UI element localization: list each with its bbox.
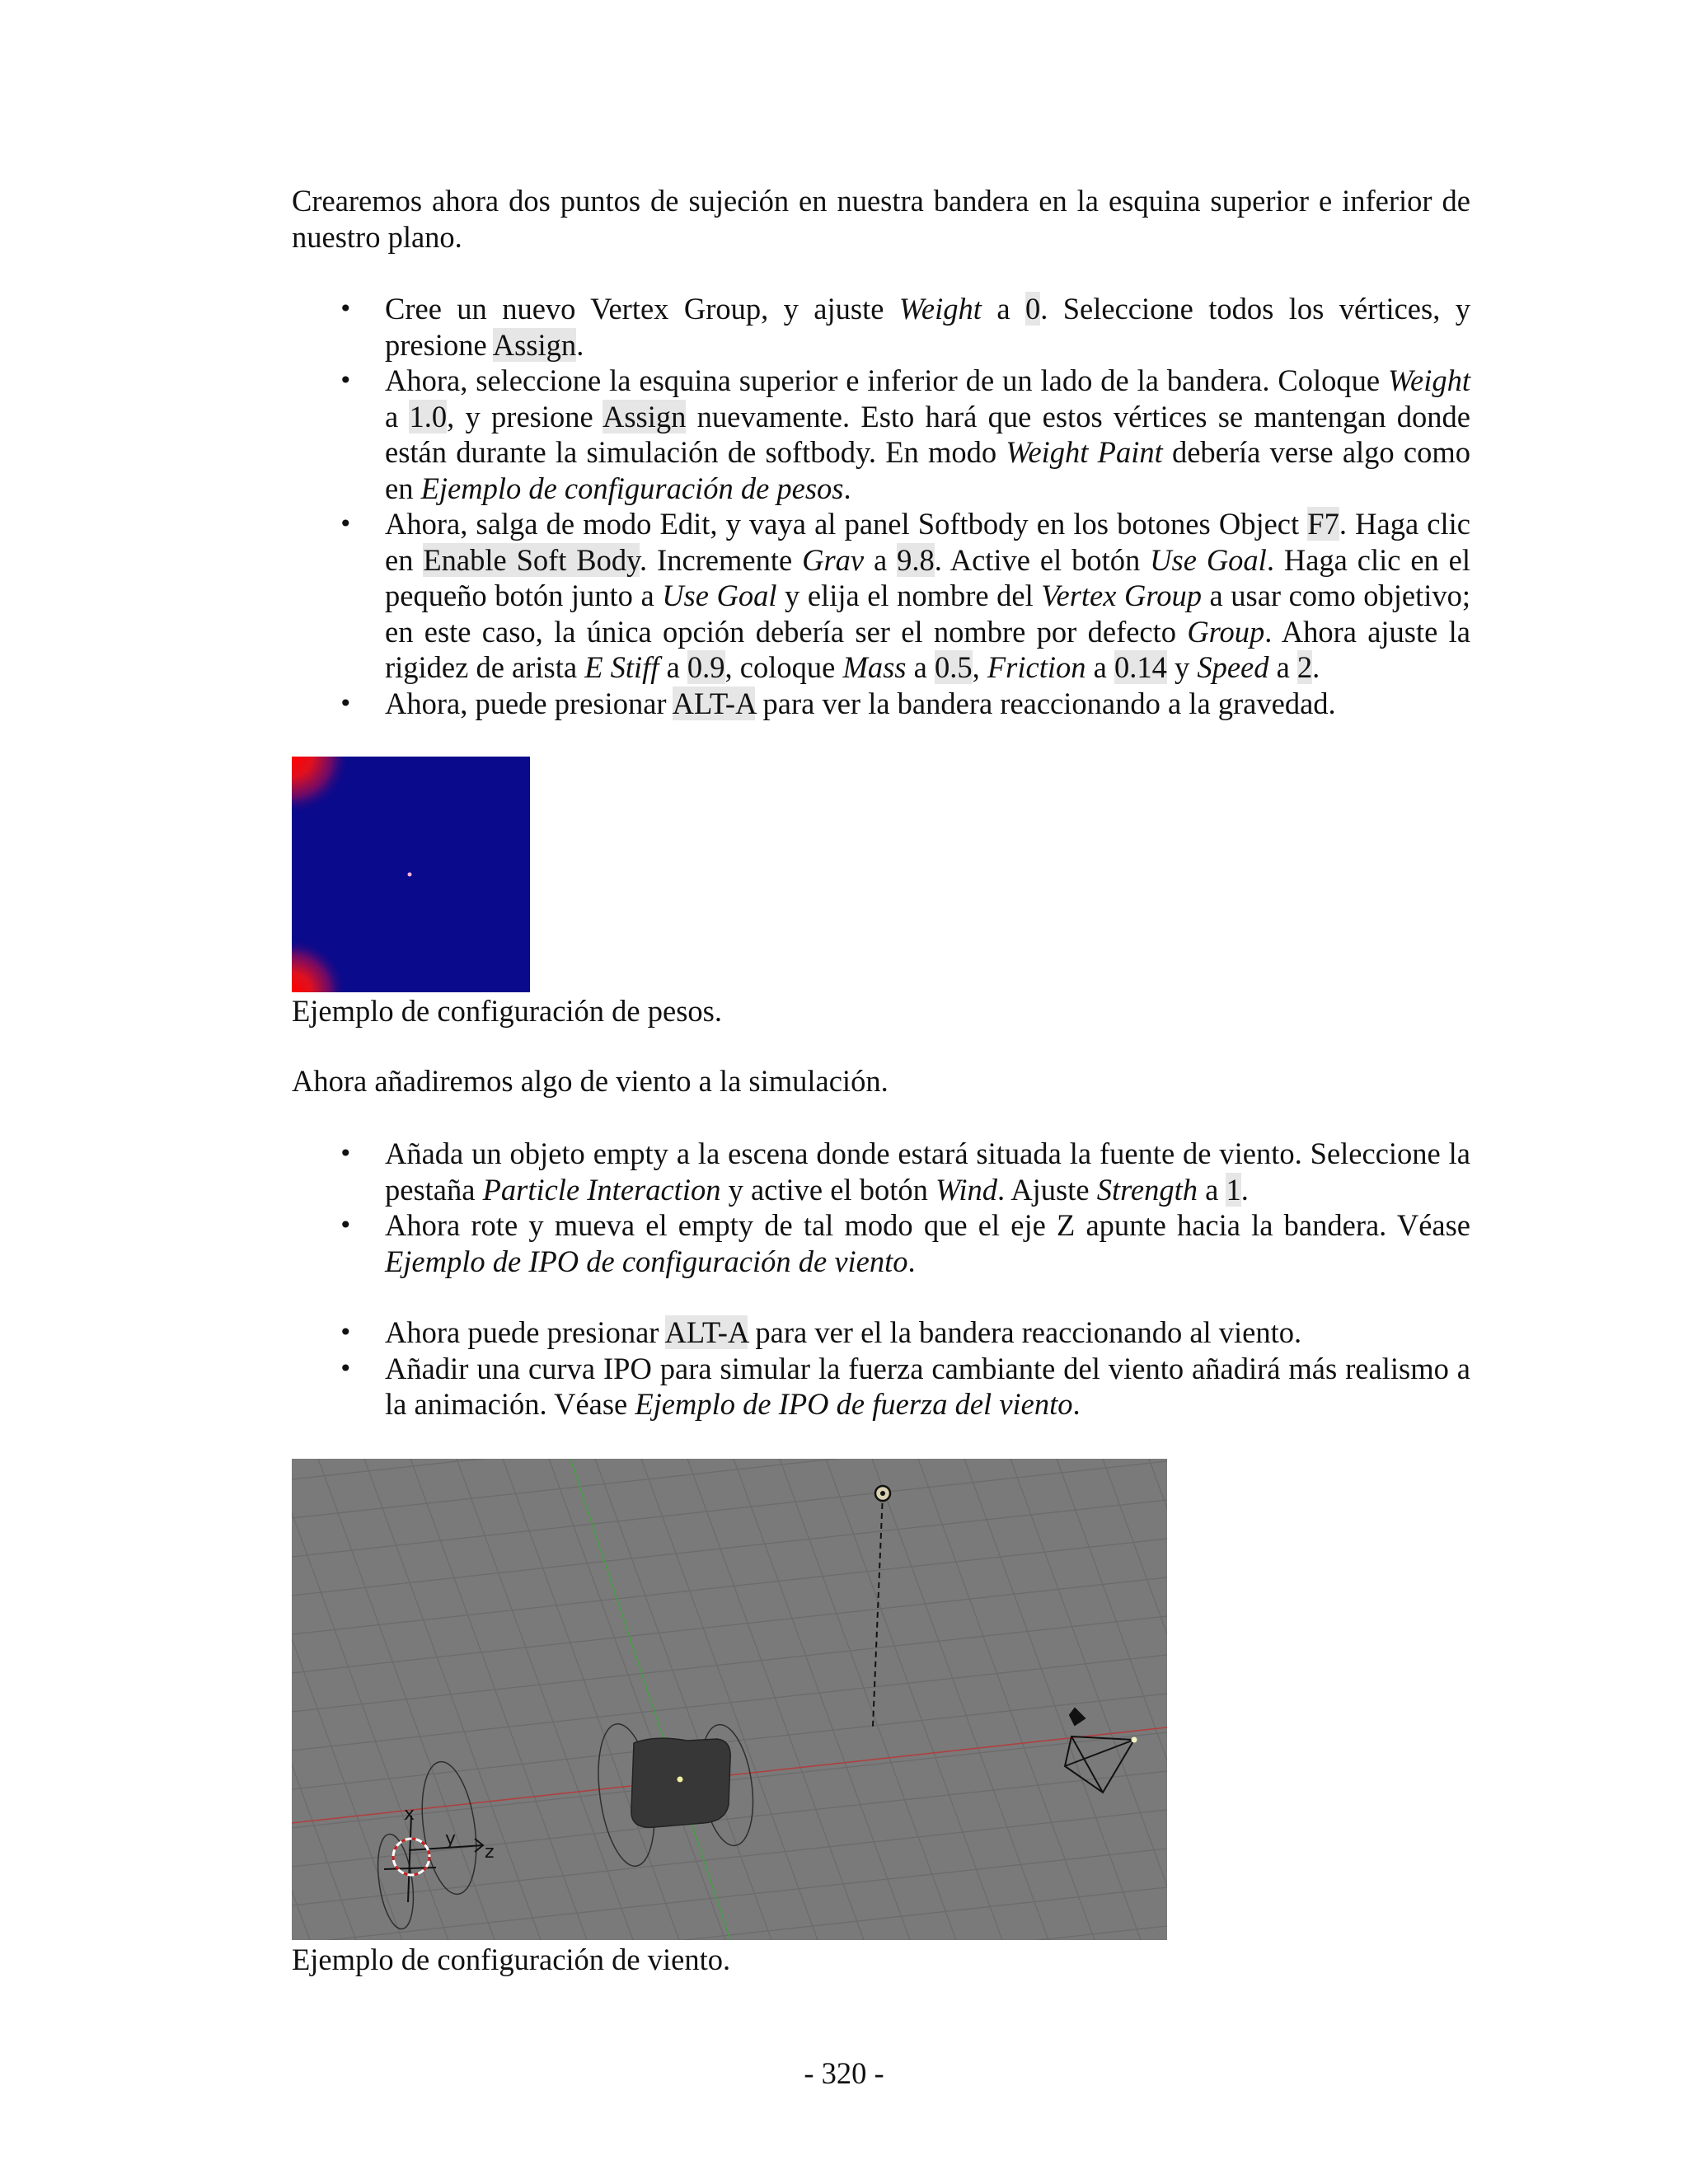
animation-steps-list [292,1315,1470,1422]
intro-paragraph: Crearemos ahora dos puntos de sujeción en nuestra bandera en la esquina superior e inferior de nuestro plano. [292,184,1470,254]
weight-paint-figure [292,757,530,992]
list-item: • Ahora rote y mueva el empty de tal modo que el eje Z apunte hacia la bandera. Véase Ejemplo de IPO de configuración de viento. [292,1207,1470,1279]
object-origin [408,873,412,877]
axis-label-y: y [445,1829,457,1849]
wind-steps-list [292,1136,1470,1279]
list-item: • Añadir una curva IPO para simular la fuerza cambiante del viento añadirá más realismo a la animación. Véase Ejemplo de IPO de fuerza del viento. [292,1351,1470,1422]
flag-object [631,1738,730,1827]
page-number: - 320 - [804,2056,884,2090]
axis-label-z: z [485,1842,495,1863]
setup-steps-list [292,291,1470,721]
list-item: • Ahora, salga de modo Edit, y vaya al panel Softbody en los botones Object F7. Haga clic en Enable Soft Body. Incremente Grav a 9.8. Active el botón Use Goal. Haga clic en el pequeño botón junto a Use Goal y elija el nombre del Vertex Group a usar como objetivo; en este caso, la única opción debería ser el nombre por defecto Group. Ahora ajuste la rigidez de arista E Stiff a 0.9, coloque Mass a 0.5, Friction a 0.14 y Speed a 2. [292,506,1470,686]
camera-point [1132,1737,1137,1743]
figure-caption-weights: Ejemplo de configuración de pesos. [292,994,722,1028]
list-item: • Cree un nuevo Vertex Group, y ajuste Weight a 0. Seleccione todos los vértices, y presione Assign. [292,291,1470,363]
list-item: • Ahora puede presionar ALT-A para ver el la bandera reaccionando al viento. [292,1315,1470,1351]
flag-origin [678,1777,683,1783]
list-item: • Ahora, seleccione la esquina superior e inferior de un lado de la bandera. Coloque Weight a 1.0, y presione Assign nuevamente. Esto hará que estos vértices se mantengan donde están durante la simulación de softbody. En modo Weight Paint debería verse algo como en Ejemplo de configuración de pesos. [292,363,1470,506]
figure-caption-wind: Ejemplo de configuración de viento. [292,1943,731,1976]
wind-intro-paragraph: Ahora añadiremos algo de viento a la simulación. [292,1064,889,1098]
axis-label-x: x [404,1804,415,1825]
list-item: • Añada un objeto empty a la escena donde estará situada la fuente de viento. Seleccione la pestaña Particle Interaction y active el botón Wind. Ajuste Strength a 1. [292,1136,1470,1207]
wind-viewport-figure [292,1459,1167,1940]
list-item: • Ahora, puede presionar ALT-A para ver la bandera reaccionando a la gravedad. [292,686,1470,722]
